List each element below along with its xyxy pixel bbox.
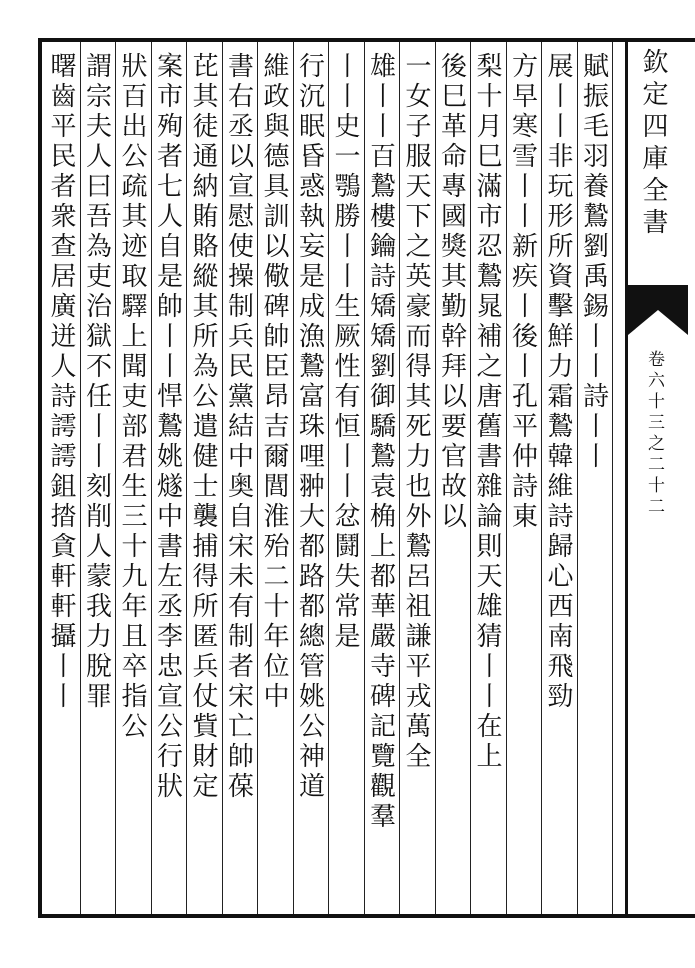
column-rule — [612, 42, 613, 914]
column-rule — [151, 42, 152, 914]
text-column: 維政與德具訓以儆碑帥臣昂吉爾閭淮殆二十年位中 — [259, 52, 289, 712]
column-rule — [257, 42, 258, 914]
text-column: 芘其徒通納賄賂縱其所為公遣健士襲捕得所匿兵仗貲財定 — [188, 52, 218, 802]
text-column: 梨十月巳滿市忍鷙晁補之唐舊書雜論則天雄猜丨丨在上 — [472, 52, 502, 772]
volume-number: 卷六十三之二十二 — [644, 350, 664, 518]
column-rule — [293, 42, 294, 914]
column-rule — [399, 42, 400, 914]
text-column: 雄丨丨百鷙樓鑰詩矯矯劉御驕鷙袁桷上都華嚴寺碑記覽觀羣 — [365, 52, 396, 832]
column-rule — [577, 42, 578, 914]
text-column: 賦振毛羽養鷙劉禹錫丨丨詩丨丨 — [578, 52, 609, 472]
text-column: 方早寒雪丨丨新疾丨後丨孔平仲詩東 — [507, 52, 538, 532]
column-rule — [435, 42, 436, 914]
column-rule — [328, 42, 329, 914]
fishtail-mark-icon — [628, 285, 688, 335]
column-rule — [115, 42, 116, 914]
column-rule — [541, 42, 542, 914]
column-rule — [186, 42, 187, 914]
column-rule — [506, 42, 507, 914]
column-rule — [364, 42, 365, 914]
text-column: 曙齒平民者衆查居廣迸人詩謣謣鉏㧺貪軒軒攝丨丨 — [46, 52, 76, 712]
text-column: 謂宗夫人曰吾為吏治獄不任丨丨刻削人蒙我力脫罪 — [81, 52, 112, 712]
text-column: 行沉眠昏惑執妄是成漁鷙富珠哩翀大都路都總管姚公神道 — [294, 52, 325, 802]
text-column: 後巳革命專國獎其勤幹拜以要官故以 — [436, 52, 467, 532]
column-rule — [80, 42, 81, 914]
text-column: 狀百出公疏其迹取驛上聞吏部君生三十九年且卒指公 — [117, 52, 147, 742]
text-column: 丨丨史一鶚勝丨丨生厥性有恒丨丨忿鬪失常是 — [330, 52, 360, 652]
column-rule — [470, 42, 471, 914]
text-column: 書右丞以宣慰使操制兵民黨結中奥自宋未有制者宋亡帥葆 — [223, 52, 254, 802]
text-column: 展丨丨非玩形所資擊鮮力霜鷙韓維詩歸心西南飛勁 — [543, 52, 573, 712]
book-title: 欽定四庫全書 — [638, 48, 668, 240]
text-column: 案市殉者七人自是帥丨丨悍鷙姚燧中書左丞李忠宣公行狀 — [152, 52, 183, 802]
text-column: 一女子服天下之英豪而得其死力也外鷙呂祖謙平戎萬全 — [401, 52, 431, 772]
column-rule — [222, 42, 223, 914]
